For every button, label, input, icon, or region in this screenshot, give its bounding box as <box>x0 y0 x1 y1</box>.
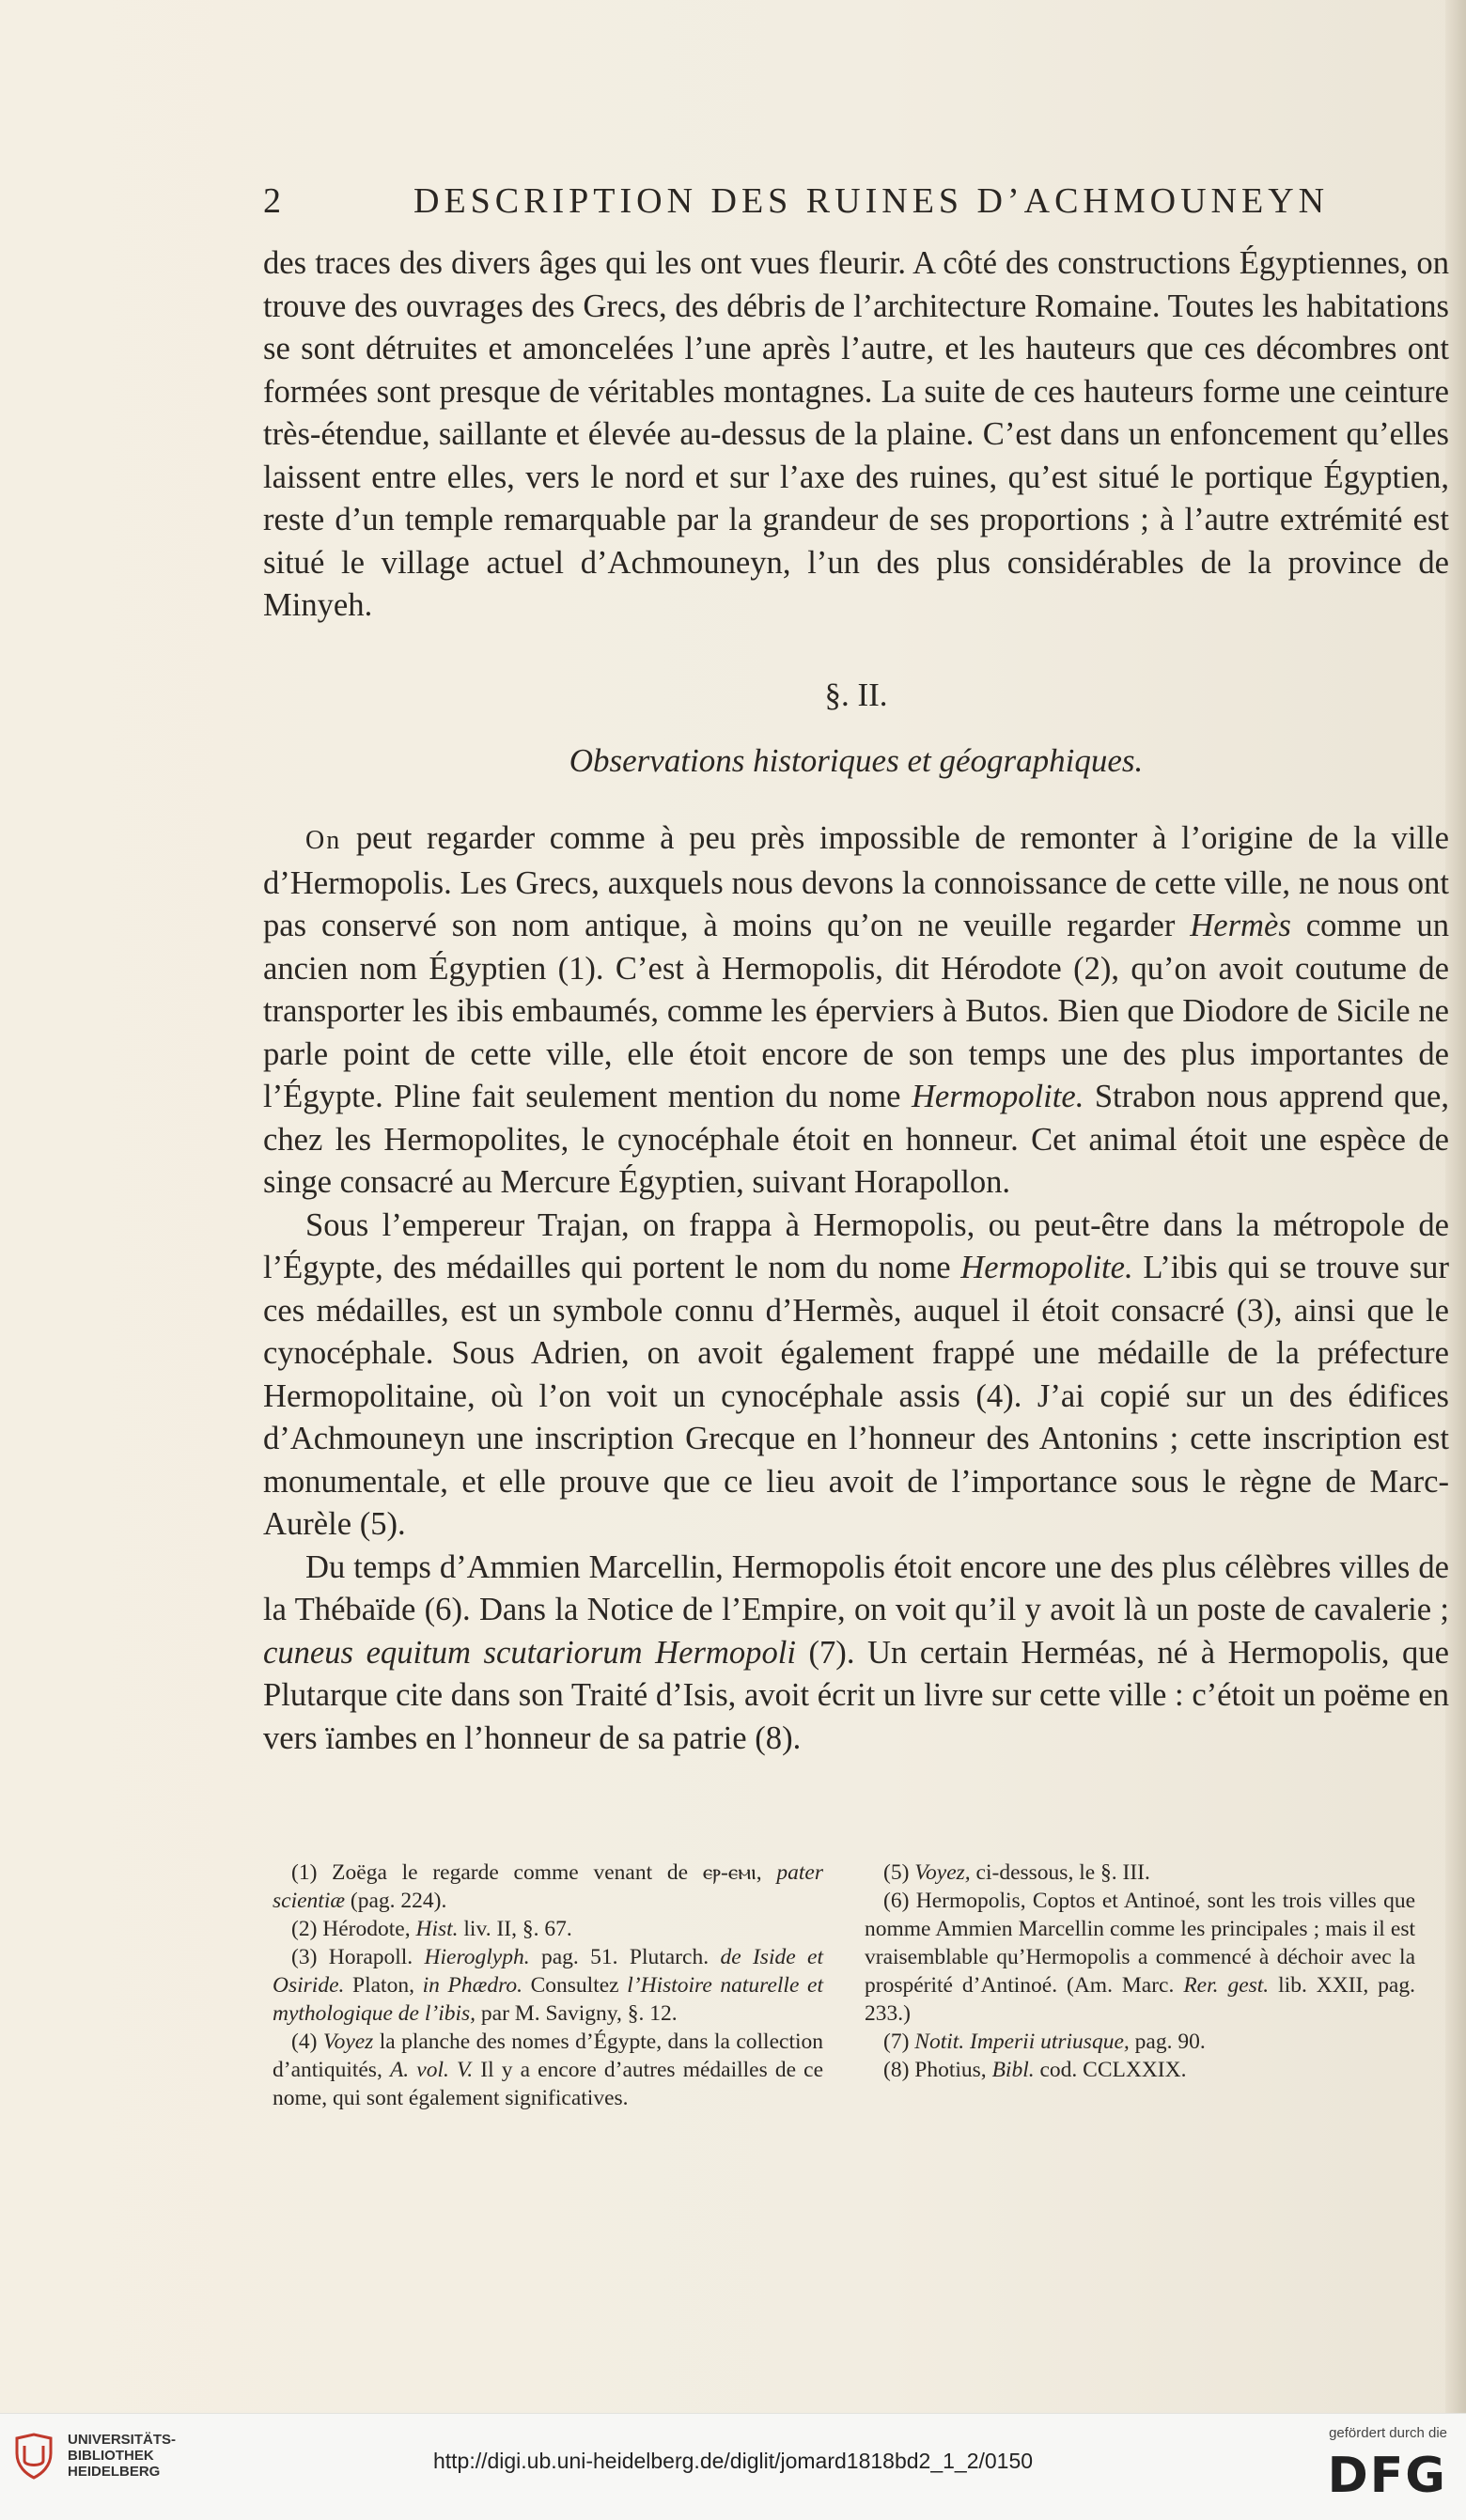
footnotes <box>273 1859 1440 2169</box>
running-header <box>263 180 1330 229</box>
footnote-4: (4) Voyez la planche des nomes d’Égypte, dans la collection d’antiquités, A. vol. V. Il y a encore d’autres médailles de ce nome, qui sont également significatives. <box>273 2030 824 2110</box>
section-number: §. II. <box>824 677 888 713</box>
university-library-logo-icon <box>13 2433 55 2480</box>
dfg-logo: DFG <box>1327 2448 1447 2504</box>
paragraph-3: Sous l’empereur Trajan, on frappa à Hermopolis, ou peut-être dans la métropole de l’Égypte, des médailles qui portent le nom du nome Hermopolite. L’ibis qui se trouve sur ces médailles, est un symbole connu d’Hermès, auquel il étoit consacré (3), ainsi que le cynocéphale. Sous Adrien, on avoit également frappé une médaille de la préfecture Hermopolitaine, où l’on voit un cynocéphale assis (4). J’ai copié sur un des édifices d’Achmouneyn une inscription Grecque en l’honneur des Antonins ; cette inscription est monumentale, et elle prouve que ce lieu avoit de l’importance sous le règne de Marc-Aurèle (5). <box>263 1206 1449 1542</box>
footnotes-left-column <box>273 1859 823 2112</box>
permalink-url[interactable]: http://digi.ub.uni-heidelberg.de/diglit/jomard1818bd2_1_2/0150 <box>432 2449 1034 2473</box>
footnote-6: (6) Hermopolis, Coptos et Antinoé, sont les trois villes que nomme Ammien Marcellin comme les principales ; mais il est vraisemblable qu’Hermopolis a commencé à déchoir avec la prospérité d’Antinoé. (Am. Marc. Rer. gest. lib. XXII, pag. 233.) <box>865 1889 1415 2026</box>
footnote-1: (1) Zoëga le regarde comme venant de ⲉⲣ-ⲉⲙⲓ, pater scientiæ (pag. 224). <box>273 1860 824 1913</box>
footnote-5: (5) Voyez, ci-dessous, le §. III. <box>883 1860 1150 1885</box>
section-title: Observations historiques et géographiques. <box>569 742 1144 779</box>
paragraph-2: On peut regarder comme à peu près impossible de remonter à l’origine de la ville d’Hermopolis. Les Grecs, auxquels nous devons la connoissance de cette ville, ne nous ont pas conservé son nom antique, à moins qu’on ne veuille regarder Hermès comme un ancien nom Égyptien (1). C’est à Hermopolis, dit Hérodote (2), qu’on avoit coutume de transporter les ibis embaumés, comme les éperviers à Butos. Bien que Diodore de Sicile ne parle point de cette ville, elle étoit encore de son temps une des plus importantes de l’Égypte. Pline fait seulement mention du nome Hermopolite. Strabon nous apprend que, chez les Hermopolites, le cynocéphale étoit en honneur. Cet animal étoit une espèce de singe consacré au Mercure Égyptien, suivant Horapollon. <box>263 820 1450 1200</box>
footnote-8: (8) Photius, Bibl. cod. CCLXXIX. <box>883 2058 1187 2082</box>
footnotes-right-column <box>865 1859 1415 2084</box>
footnote-3: (3) Horapoll. Hieroglyph. pag. 51. Plutarch. de Iside et Osiride. Platon, in Phædro. Consultez l’Histoire naturelle et mythologique de l’ibis, par M. Savigny, §. 12. <box>273 1945 823 2026</box>
running-title: DESCRIPTION DES RUINES D’ACHMOUNEYN <box>413 181 1330 221</box>
dropcap-word: On <box>305 826 342 855</box>
paragraph-1-text: des traces des divers âges qui les ont vues fleurir. A côté des constructions Égyptiennes, on trouve des ouvrages des Grecs, des débris de l’architecture Romaine. Toutes les habitations se sont détruites et amoncelées l’une après l’autre, et les hauteurs que ces décombres ont formées sont presque de véritables montagnes. La suite de ces hauteurs forme une ceinture très-étendue, saillante et élevée au-dessus de la plaine. C’est dans un enfoncement qu’elles laissent entre elles, vers le nord et sur l’axe des ruines, qu’est situé le portique Égyptien, reste d’un temple remarquable par la grandeur de ses proportions ; à l’autre extrémité est situé le village actuel d’Achmouneyn, l’un des plus considérables de la province de Minyeh. <box>263 245 1449 623</box>
page-number: 2 <box>263 181 285 221</box>
footnote-2: (2) Hérodote, Hist. liv. II, §. 67. <box>291 1917 572 1941</box>
footnote-7: (7) Notit. Imperii utriusque, pag. 90. <box>883 2030 1206 2054</box>
main-text <box>263 817 1449 1760</box>
paragraph-1 <box>263 242 1449 628</box>
university-library-name: UNIVERSITÄTS- BIBLIOTHEK HEIDELBERG <box>68 2432 177 2480</box>
funding-caption: gefördert durch die <box>1329 2425 1447 2441</box>
paragraph-4: Du temps d’Ammien Marcellin, Hermopolis étoit encore une des plus célèbres villes de la Thébaïde (6). Dans la Notice de l’Empire, on voit qu’il y avoit là un poste de cavalerie ; cuneus equitum scutariorum Hermopoli (7). Un certain Herméas, né à Hermopolis, que Plutarque cite dans son Traité d’Isis, avoit écrit un livre sur cette ville : c’étoit un poëme en vers ïambes en l’honneur de sa patrie (8). <box>263 1548 1449 1756</box>
